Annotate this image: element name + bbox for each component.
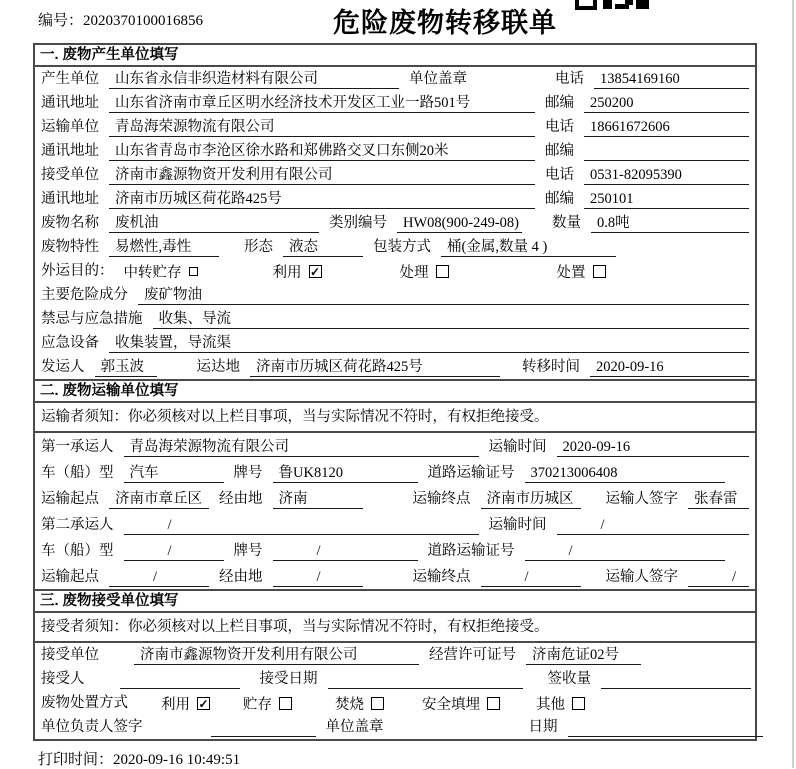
field-label: 通讯地址	[41, 143, 99, 159]
field-label: 产生单位	[41, 71, 99, 87]
field-value: 济南市鑫源物资开发利用有限公司	[134, 646, 419, 665]
spacer	[373, 586, 413, 587]
qr-block	[603, 0, 612, 9]
field-label: 车（船）型	[41, 543, 114, 559]
field-label: 签收量	[547, 671, 591, 687]
field-label: 废物特性	[41, 239, 99, 255]
form-row	[35, 331, 755, 355]
field-label: 接受单位	[41, 647, 99, 663]
field-label: 日期	[528, 719, 558, 735]
form-row	[35, 259, 755, 283]
form-row	[35, 459, 755, 485]
field-value: 易燃性,毒性	[109, 238, 219, 257]
checkbox-checked-icon: ✓	[198, 696, 209, 711]
field-label: 道路运输证号	[427, 465, 515, 481]
spacer	[533, 688, 548, 689]
checkbox-unchecked-icon	[279, 697, 292, 710]
field-value: 18661672606	[584, 118, 749, 137]
field-label: 应急设备	[41, 335, 99, 351]
spacer	[210, 712, 243, 713]
field-value: 13854169160	[594, 70, 749, 89]
field-value: 济南市鑫源物资开发利用有限公司	[109, 166, 535, 185]
field-value: 0.8吨	[591, 214, 749, 233]
checkbox-unchecked-icon	[436, 265, 449, 278]
checkbox-option	[161, 694, 210, 713]
field-value: /	[273, 542, 418, 561]
section-receiver	[35, 589, 755, 739]
field-label: 接受日期	[259, 671, 318, 687]
qr-block	[625, 0, 633, 5]
form-row	[35, 187, 755, 211]
field-value-blank	[211, 718, 316, 737]
window-edge-divider	[792, 0, 794, 768]
form-row	[35, 235, 755, 259]
field-label: 经营许可证号	[429, 647, 516, 663]
section-producer	[35, 45, 755, 379]
form-row	[35, 139, 755, 163]
field-label: 单位盖章	[325, 719, 384, 735]
field-label: 运输终点	[412, 569, 471, 585]
field-label: 电话	[545, 167, 574, 183]
checkbox-label: 利用	[272, 265, 302, 281]
field-value: /	[557, 516, 750, 535]
field-label: 运输起点	[41, 569, 99, 585]
field-value: /	[525, 542, 725, 561]
form-row	[35, 163, 755, 187]
field-label: 主要危险成分	[41, 287, 128, 303]
checkbox-unchecked-icon	[593, 265, 606, 278]
form-row	[35, 485, 755, 511]
field-value: 山东省青岛市李沧区徐水路和郑佛路交叉口东侧20米	[109, 142, 535, 161]
checkbox-label: 处理	[399, 265, 429, 281]
form-row	[35, 355, 755, 379]
field-value: 废矿物油	[138, 286, 749, 305]
field-label: 电话	[545, 119, 574, 135]
field-value: 青岛海荣源物流有限公司	[124, 438, 479, 457]
field-value: 青岛海荣源物流有限公司	[109, 118, 535, 137]
field-value: 济南市章丘区	[109, 490, 209, 509]
section-notice: 运输者须知：你必须核对以上栏目事项，当与实际情况不符时，有权拒绝接受。	[35, 403, 755, 433]
field-value: 2020-09-16	[590, 358, 749, 377]
field-value: 鲁UK8120	[273, 464, 418, 483]
form-row	[35, 307, 755, 331]
field-value: 济南	[273, 490, 363, 509]
field-value: 2020-09-16	[557, 438, 750, 457]
field-label: 道路运输证号	[427, 543, 515, 559]
spacer	[510, 376, 522, 377]
spacer	[153, 736, 211, 737]
form-row	[35, 691, 755, 715]
document-number	[38, 9, 203, 30]
field-label: 废物名称	[41, 215, 99, 231]
spacer	[532, 232, 552, 233]
checkbox-option	[400, 262, 449, 281]
field-label: 牌号	[233, 543, 263, 559]
form-row	[35, 643, 755, 667]
print-time	[38, 748, 240, 769]
spacer	[250, 688, 260, 689]
field-value: /	[109, 568, 209, 587]
checkbox-label: 其他	[536, 697, 565, 713]
field-label: 发运人	[41, 359, 85, 375]
spacer	[198, 280, 273, 281]
field-label: 运输人签字	[605, 569, 678, 585]
field-label: 转移时间	[522, 359, 580, 375]
field-label: 运达地	[196, 359, 240, 375]
field-value: 桶(金属,数量 4 )	[441, 238, 616, 257]
print-time-value: 2020-09-16 10:49:51	[113, 752, 241, 768]
print-time-label: 打印时间：	[38, 752, 114, 768]
form-row	[35, 537, 755, 563]
field-value-blank	[568, 718, 763, 737]
section-header: 二. 废物运输单位填写	[35, 381, 755, 403]
checkbox-unchecked-icon	[572, 697, 585, 710]
field-label: 电话	[555, 71, 584, 87]
field-label: 形态	[244, 239, 273, 255]
field-value: /	[273, 568, 363, 587]
form-row	[35, 67, 755, 91]
field-value: /	[124, 542, 224, 561]
checkbox-unchecked-icon	[189, 267, 198, 276]
field-value: 收集、导流	[153, 310, 750, 329]
field-value: /	[124, 516, 479, 535]
field-value: 济南市历城区荷花路425号	[109, 190, 535, 209]
field-value: 郭玉波	[95, 358, 157, 377]
field-value-blank	[120, 670, 240, 689]
field-value: 济南市历城区	[481, 490, 581, 509]
field-value: 液态	[283, 238, 363, 257]
checkbox-label: 焚烧	[335, 697, 364, 713]
field-label: 邮编	[545, 95, 574, 111]
field-label: 包装方式	[373, 239, 431, 255]
field-value: 张春雷	[688, 490, 749, 509]
field-label: 废物处置方式	[41, 695, 128, 711]
field-value: 收集装置，导流渠	[109, 334, 749, 353]
section-header: 三. 废物接受单位填写	[35, 591, 755, 613]
field-label: 运输时间	[488, 517, 547, 533]
field-label: 运输人签字	[605, 491, 678, 507]
form-row	[35, 667, 755, 691]
field-label: 运输时间	[488, 439, 547, 455]
spacer	[322, 280, 400, 281]
spacer	[138, 712, 161, 713]
field-value-blank	[601, 670, 751, 689]
checkbox-label: 贮存	[243, 697, 272, 713]
spacer	[167, 376, 197, 377]
field-label: 邮编	[545, 191, 574, 207]
field-label: 运输单位	[41, 119, 99, 135]
field-value: 370213006408	[525, 464, 725, 483]
page-title: 危险废物转移联单	[333, 8, 557, 38]
field-value-blank	[584, 142, 749, 161]
form-table	[33, 43, 757, 741]
field-label: 单位负责人签字	[41, 719, 143, 735]
spacer	[229, 256, 244, 257]
field-label: 通讯地址	[41, 191, 99, 207]
field-label: 第二承运人	[41, 517, 114, 533]
field-label: 接受单位	[41, 167, 99, 183]
field-value: 250200	[584, 94, 749, 113]
field-value: 0531-82095390	[584, 166, 749, 185]
field-value: 济南市历城区荷花路425号	[250, 358, 500, 377]
field-label: 数量	[552, 215, 581, 231]
document-number-value: 2020370100016856	[83, 13, 204, 29]
spacer	[292, 712, 335, 713]
field-label: 经由地	[219, 491, 263, 507]
spacer	[591, 508, 606, 509]
form-row	[35, 91, 755, 115]
field-label: 单位盖章	[409, 71, 467, 87]
spacer	[449, 280, 557, 281]
checkbox-option	[557, 262, 606, 281]
spacer	[500, 712, 536, 713]
checkbox-checked-icon: ✓	[309, 264, 321, 279]
field-label: 运输起点	[41, 491, 99, 507]
qr-finder-pattern	[575, 0, 597, 10]
section-header: 一. 废物产生单位填写	[35, 45, 755, 67]
field-label: 经由地	[219, 569, 263, 585]
field-label: 禁忌与应急措施	[41, 311, 143, 327]
form-row	[35, 511, 755, 537]
spacer	[477, 88, 555, 89]
checkbox-option	[422, 694, 500, 713]
checkbox-unchecked-icon	[487, 697, 500, 710]
checkbox-unchecked-icon	[371, 697, 384, 710]
checkbox-label: 利用	[161, 697, 190, 713]
qr-block	[636, 0, 649, 9]
field-value: 250101	[584, 190, 749, 209]
form-row	[35, 283, 755, 307]
field-value: 济南危证02号	[526, 646, 641, 665]
section-notice: 接受者须知：你必须核对以上栏目事项，当与实际情况不符时，有权拒绝接受。	[35, 613, 755, 643]
checkbox-option	[124, 262, 198, 281]
field-value: 山东省永信非织造材料有限公司	[109, 70, 399, 89]
spacer	[373, 508, 413, 509]
field-value: /	[688, 568, 749, 587]
field-value-blank	[328, 670, 523, 689]
checkbox-label: 安全填埋	[422, 697, 480, 713]
field-label: 类别编号	[329, 215, 387, 231]
form-row	[35, 115, 755, 139]
field-value: 废机油	[109, 214, 319, 233]
field-value: HW08(900-249-08)	[397, 214, 522, 233]
section-transporter	[35, 379, 755, 589]
checkbox-option	[243, 694, 292, 713]
field-label: 通讯地址	[41, 95, 99, 111]
spacer	[95, 688, 120, 689]
field-label: 接受人	[41, 671, 85, 687]
checkbox-option	[273, 262, 322, 281]
checkbox-option	[536, 694, 585, 713]
field-label: 外运目的：	[41, 263, 114, 279]
spacer	[384, 712, 422, 713]
field-label: 运输终点	[412, 491, 471, 507]
field-value: /	[481, 568, 581, 587]
checkbox-option	[335, 694, 384, 713]
field-label: 牌号	[233, 465, 263, 481]
field-label: 第一承运人	[41, 439, 114, 455]
document-number-label: 编号：	[38, 13, 84, 29]
spacer	[394, 736, 529, 737]
form-row	[35, 715, 755, 739]
field-value: 汽车	[124, 464, 224, 483]
checkbox-label: 处置	[556, 265, 586, 281]
qr-code-fragment-icon	[575, 0, 649, 10]
field-label: 车（船）型	[41, 465, 114, 481]
field-value: 山东省济南市章丘区明水经济技术开发区工业一路501号	[109, 94, 535, 113]
spacer	[109, 664, 134, 665]
form-row	[35, 433, 755, 459]
form-row	[35, 211, 755, 235]
form-row	[35, 563, 755, 589]
spacer	[591, 586, 606, 587]
field-label: 邮编	[545, 143, 574, 159]
checkbox-label: 中转贮存	[123, 265, 182, 281]
